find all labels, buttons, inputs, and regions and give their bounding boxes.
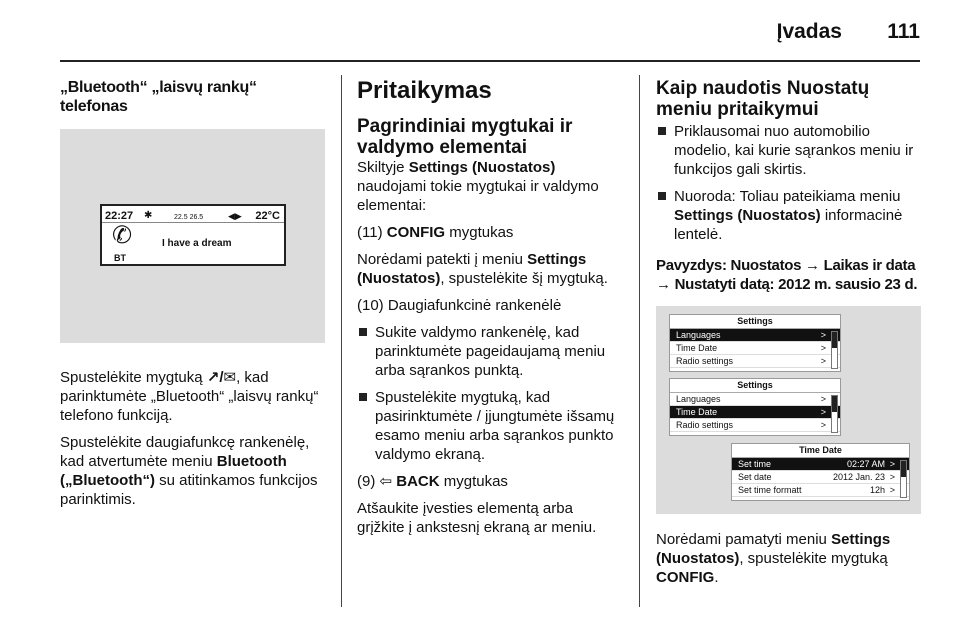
- paragraph-select-bluetooth: Spustelėkite mygtuką ↗/✉, kad parinktumėte „Bluetooth“ „laisvų rankų“ telefono funkciją.: [60, 369, 319, 424]
- menu-row: Set time 02:27 AM >: [732, 458, 909, 471]
- config-button-description: Norėdami patekti į meniu Settings (Nuostatos), spustelėkite šį mygtuką.: [357, 251, 608, 287]
- subheading: Pagrindiniai mygtukai ir valdymo elementai: [357, 116, 573, 158]
- time-date-menu: [731, 443, 910, 501]
- back-arrow-icon: ⇦: [379, 473, 393, 490]
- display-temperature: 22°C: [255, 210, 280, 222]
- display-time: 22:27: [105, 210, 134, 222]
- chevron-right-icon: >: [820, 330, 826, 340]
- example-path: Pavyzdys: Nuostatos → Laikas ir data → Nustatyti datą: 2012 m. sausio 23 d.: [656, 257, 918, 293]
- menu-row: Languages >: [670, 393, 840, 406]
- phone-button-icon: ↗/✉: [206, 369, 237, 386]
- section-heading: Kaip naudotis Nuostatų meniu pritaikymui: [656, 78, 870, 120]
- chevron-right-icon: >: [820, 420, 826, 430]
- menu-row: Set date 2012 Jan. 23 >: [732, 471, 909, 484]
- back-button-description: Atšaukite įvesties elementą arba grįžkite į ankstesnį ekraną ar meniu.: [357, 500, 597, 536]
- display-source: BT: [114, 253, 126, 263]
- list-item: Spustelėkite mygtuką, kad pasirinktumėte / įjungtumėte išsamų esamo meniu arba sąrankos punkto valdymo ekraną.: [357, 388, 622, 464]
- paragraph-open-menu: Spustelėkite daugiafunkcę rankenėlę, kad atvertumėte meniu Bluetooth („Bluetooth“) su atitinkamos funkcijos parinktimis.: [60, 434, 318, 508]
- menu-row: Radio settings >: [670, 419, 840, 432]
- menu-title: Settings: [670, 315, 840, 329]
- bullet-icon: [658, 192, 666, 200]
- menu-row: Radio settings >: [670, 355, 840, 368]
- section-heading: Pritaikymas: [357, 77, 492, 104]
- menu-row: Time Date >: [670, 342, 840, 355]
- bullet-icon: [658, 127, 666, 135]
- paragraph-intro: Skiltyje Settings (Nuostatos) naudojami tokie mygtukai ir valdymo elementai:: [357, 159, 599, 214]
- menu-row: Time Date >: [670, 406, 840, 419]
- chevron-right-icon: >: [820, 343, 826, 353]
- phone-handset-icon: ✆: [112, 222, 133, 249]
- bullet-icon: [359, 393, 367, 401]
- list-item: Sukite valdymo rankenėlę, kad parinktumėte pageidaujamą meniu arba sąrankos punktą.: [357, 323, 622, 380]
- column-2: [357, 78, 622, 545]
- scrollbar: [831, 395, 838, 433]
- chevron-right-icon: >: [820, 407, 826, 417]
- knob-label: (10) Daugiafunkcinė rankenėlė: [357, 297, 562, 314]
- column-divider-1: [341, 75, 342, 607]
- page-number: 111: [887, 20, 920, 43]
- list-item: Priklausomai nuo automobilio modelio, kai kurie sąrankos meniu ir funkcijos gali skirtis.: [656, 122, 921, 179]
- config-button-label: (11) CONFIG mygtukas: [357, 224, 514, 241]
- menu-row: Set time formatt 12h >: [732, 484, 909, 497]
- column-divider-2: [639, 75, 640, 607]
- settings-dot-icon: ✱: [144, 210, 153, 221]
- scrollbar: [900, 460, 907, 498]
- display-track: I have a dream: [162, 238, 232, 249]
- settings-menu-2: [669, 378, 841, 436]
- radio-display: [100, 204, 286, 266]
- section-title: „Bluetooth“ „laisvų rankų“ telefonas: [60, 79, 257, 115]
- scrollbar: [831, 331, 838, 369]
- bluetooth-display-image: [60, 129, 325, 343]
- chevron-right-icon: >: [820, 394, 826, 404]
- chevron-right-icon: >: [889, 459, 895, 469]
- chevron-right-icon: >: [889, 472, 895, 482]
- list-item: Nuoroda: Toliau pateikiama meniu Settings (Nuostatos) informacinė lentelė.: [656, 187, 921, 244]
- menu-title: Time Date: [732, 444, 909, 458]
- display-mid-values: 22.5 26.5: [174, 214, 204, 221]
- bullet-icon: [359, 328, 367, 336]
- chapter-title: Įvadas: [776, 20, 842, 43]
- header-divider: [60, 60, 920, 62]
- back-button-label: (9) ⇦ BACK mygtukas: [357, 473, 508, 490]
- chevron-right-icon: >: [889, 485, 895, 495]
- paragraph-outro: Norėdami pamatyti meniu Settings (Nuostatos), spustelėkite mygtuką CONFIG.: [656, 531, 891, 586]
- settings-menu-1: [669, 314, 841, 372]
- chevron-right-icon: >: [820, 356, 826, 366]
- settings-menu-image: [656, 306, 921, 514]
- menu-row: Languages >: [670, 329, 840, 342]
- column-1: [60, 78, 325, 517]
- display-status-bar: [102, 206, 284, 223]
- page-header: [0, 0, 960, 62]
- column-3: [656, 78, 921, 595]
- audio-icon: ◀▶: [228, 211, 242, 221]
- menu-title: Settings: [670, 379, 840, 393]
